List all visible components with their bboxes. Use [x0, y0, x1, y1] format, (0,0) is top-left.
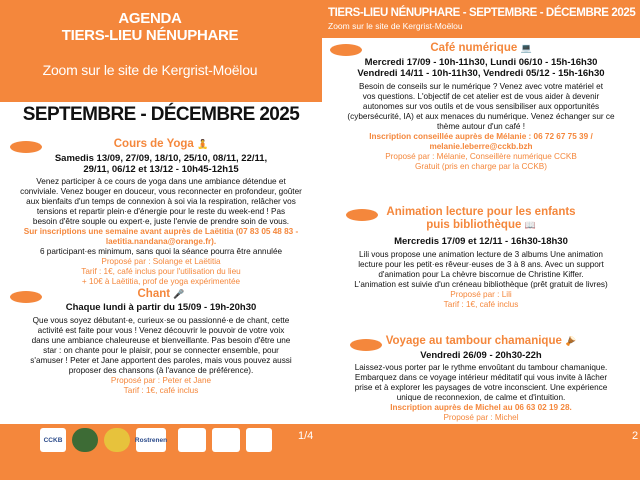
microphone-icon: 🎤 [173, 289, 185, 299]
laptop-icon: 💻 [520, 43, 532, 53]
text-line: d'animation pour La chèvre biscornue de Christine Kiffer. [378, 270, 584, 279]
voyage-registration: Inscription auprès de Michel au 06 63 02 19 28. [390, 403, 572, 412]
book-icon: 📖 [524, 220, 536, 230]
text-line: conviviale. Venez bouger en douceur, vous reconnecter en profondeur, goûter [20, 187, 302, 196]
drum-icon: 🪘 [565, 336, 577, 346]
chant-schedule: Chaque lundi à partir du 15/09 - 19h-20h30 [65, 302, 257, 313]
yoga-schedule [0, 153, 322, 175]
yoga-tarif-2: + 10€ à Laëtitia, prof de yoga expérimentée [81, 277, 241, 286]
partner-logo [178, 428, 206, 452]
chant-title [0, 288, 322, 301]
cafe-title [322, 42, 640, 55]
cafe-email-link[interactable]: melanie.leberre@cckb.bzh [429, 142, 533, 151]
right-header [322, 0, 640, 38]
page-number-right: 2 [632, 430, 639, 442]
text-line: activité est faite pour vous ! Venez découvrir le pouvoir de votre voix [37, 326, 285, 335]
yoga-title-text: Cours de Yoga [113, 138, 194, 150]
yoga-minimum: 6 participant·es minimum, sans quoi la séance pourra être annulée [39, 247, 283, 256]
chant-tarif: Tarif : 1€, café inclus [123, 386, 199, 395]
cafe-schedule-2: Vendredi 14/11 - 10h-11h30, Vendredi 05/12 - 15h-16h30 [357, 68, 605, 79]
cafe-title-text: Café numérique [430, 42, 518, 54]
text-line: L'animation est suivie d'un créneau bibliothèque (prêt gratuit de livres) [354, 280, 608, 289]
text-line: unique de reconnexion, de calme et d'intuition. [396, 393, 566, 402]
yoga-description [0, 177, 322, 287]
cafe-schedule [322, 57, 640, 79]
rostrenen-logo: Rostrenen [136, 428, 166, 452]
yoga-email-link[interactable]: laetitia.nandana@orange.fr). [105, 237, 217, 246]
text-line: lecture pour les petit·es rêveur·euses de 3 à 8 ans. Avec un support [358, 260, 604, 269]
yoga-title [0, 138, 322, 151]
text-line: vos questions. L'objectif de cet atelier est de vous aider à devenir [362, 92, 600, 101]
left-header [0, 0, 322, 102]
text-line: Besoin de conseils sur le numérique ? Venez avec votre matériel et [359, 82, 603, 91]
emblem-logo [72, 428, 98, 452]
yoga-proposed-by: Proposé par : Solange et Laëtitia [101, 257, 221, 266]
text-line: thème autour d'un café ! [436, 122, 526, 131]
voyage-schedule: Vendredi 26/09 - 20h30-22h [420, 350, 542, 361]
text-line: (cybersécurité, IA) et aux menaces du numérique. Venez échanger sur ce [347, 112, 615, 121]
partner-logo [246, 428, 272, 452]
cafe-description [322, 82, 640, 172]
yoga-schedule-2: 29/11, 06/12 et 13/12 - 10h45-12h15 [83, 164, 239, 175]
voyage-title [322, 335, 640, 348]
yoga-registration: Sur inscriptions une semaine avant auprès de Laëtitia (07 83 05 48 83 - [23, 227, 299, 236]
page-number-left: 1/4 [298, 430, 314, 442]
text-line: proposer des chansons (à l'avance de préférence). [68, 366, 254, 375]
lecture-title-2-row [322, 219, 640, 232]
text-line: autonomes sur vos outils et de vous sensibiliser aux opportunités [362, 102, 600, 111]
title-line-1: AGENDA [118, 10, 182, 27]
emblem-logo [104, 428, 130, 452]
cafe-schedule-1: Mercredi 17/09 - 10h-11h30, Lundi 06/10 - 15h-16h30 [364, 57, 598, 68]
left-header-title [0, 10, 300, 44]
person-in-lotus-icon: 🧘 [197, 139, 209, 149]
voyage-description [322, 363, 640, 433]
text-line: prise et à explorer les paysages de votre inconscient. Une expérience [354, 383, 608, 392]
lecture-title [322, 206, 640, 232]
chant-title-text: Chant [137, 288, 171, 300]
title-line-2: TIERS-LIEU NÉNUPHARE [61, 27, 239, 44]
cckb-logo: CCKB [40, 428, 66, 452]
right-page [322, 0, 640, 480]
lecture-proposed-by: Proposé par : Lili [450, 290, 512, 299]
text-line: Laissez-vous porter par le rythme envoûtant du tambour chamanique. [354, 363, 608, 372]
lecture-title-2: puis bibliothèque [426, 219, 522, 231]
text-line: Que vous soyez débutant·e, curieux·se ou passionné·e de chant, cette [32, 316, 290, 325]
yoga-tarif-1: Tarif : 1€, café inclus pour l'utilisation du lieu [81, 267, 241, 276]
text-line: tensions et repartir plein·e d'énergie pour le reste du week-end ! Pas [36, 207, 286, 216]
voyage-title-text: Voyage au tambour chamanique [385, 335, 562, 347]
text-line: aux bienfaits d'un temps de connexion à soi via la respiration, relâcher vos [26, 197, 296, 206]
text-line: dans une ambiance chaleureuse et bienveillante. Pas besoin d'être une [31, 336, 291, 345]
text-line: Embarquez dans ce voyage intérieur méditatif qui vous invite à lâcher [354, 373, 608, 382]
partner-logo [212, 428, 240, 452]
cafe-registration: Inscription conseillée auprès de Mélanie : 06 72 67 75 39 / [369, 132, 593, 141]
lecture-schedule: Mercredis 17/09 et 12/11 - 16h30-18h30 [394, 236, 568, 247]
right-header-title: TIERS-LIEU NÉNUPHARE - SEPTEMBRE - DÉCEMBRE 2025 [328, 7, 636, 19]
left-header-subtitle: Zoom sur le site de Kergrist-Moëlou [42, 62, 258, 78]
cafe-tarif: Gratuit (pris en charge par la CCKB) [415, 162, 547, 171]
right-header-subtitle: Zoom sur le site de Kergrist-Moëlou [328, 21, 463, 31]
yoga-schedule-1: Samedis 13/09, 27/09, 18/10, 25/10, 08/11, 22/11, [54, 153, 268, 164]
lecture-description [322, 250, 640, 310]
lecture-title-1: Animation lecture pour les enfants [386, 206, 576, 218]
cafe-proposed-by: Proposé par : Mélanie, Conseillère numérique CCKB [385, 152, 577, 161]
text-line: s'amuser ! Peter et Jane apportent des paroles, mais vous pouvez aussi [30, 356, 292, 365]
chant-description [0, 316, 322, 396]
chant-proposed-by: Proposé par : Peter et Jane [110, 376, 212, 385]
text-line: Lili vous propose une animation lecture de 3 albums Une animation [359, 250, 603, 259]
text-line: besoin d'être souple ou expert·e, juste l'envie de prendre soin de vous. [32, 217, 290, 226]
voyage-proposed-by: Proposé par : Michel [443, 413, 519, 422]
text-line: star : on chante pour le plaisir, pour se connecter ensemble, pour [43, 346, 279, 355]
period-title: SEPTEMBRE - DÉCEMBRE 2025 [22, 104, 300, 125]
lecture-tarif: Tarif : 1€, café inclus [443, 300, 519, 309]
text-line: Venez participer à ce cours de yoga dans une ambiance détendue et [36, 177, 286, 186]
